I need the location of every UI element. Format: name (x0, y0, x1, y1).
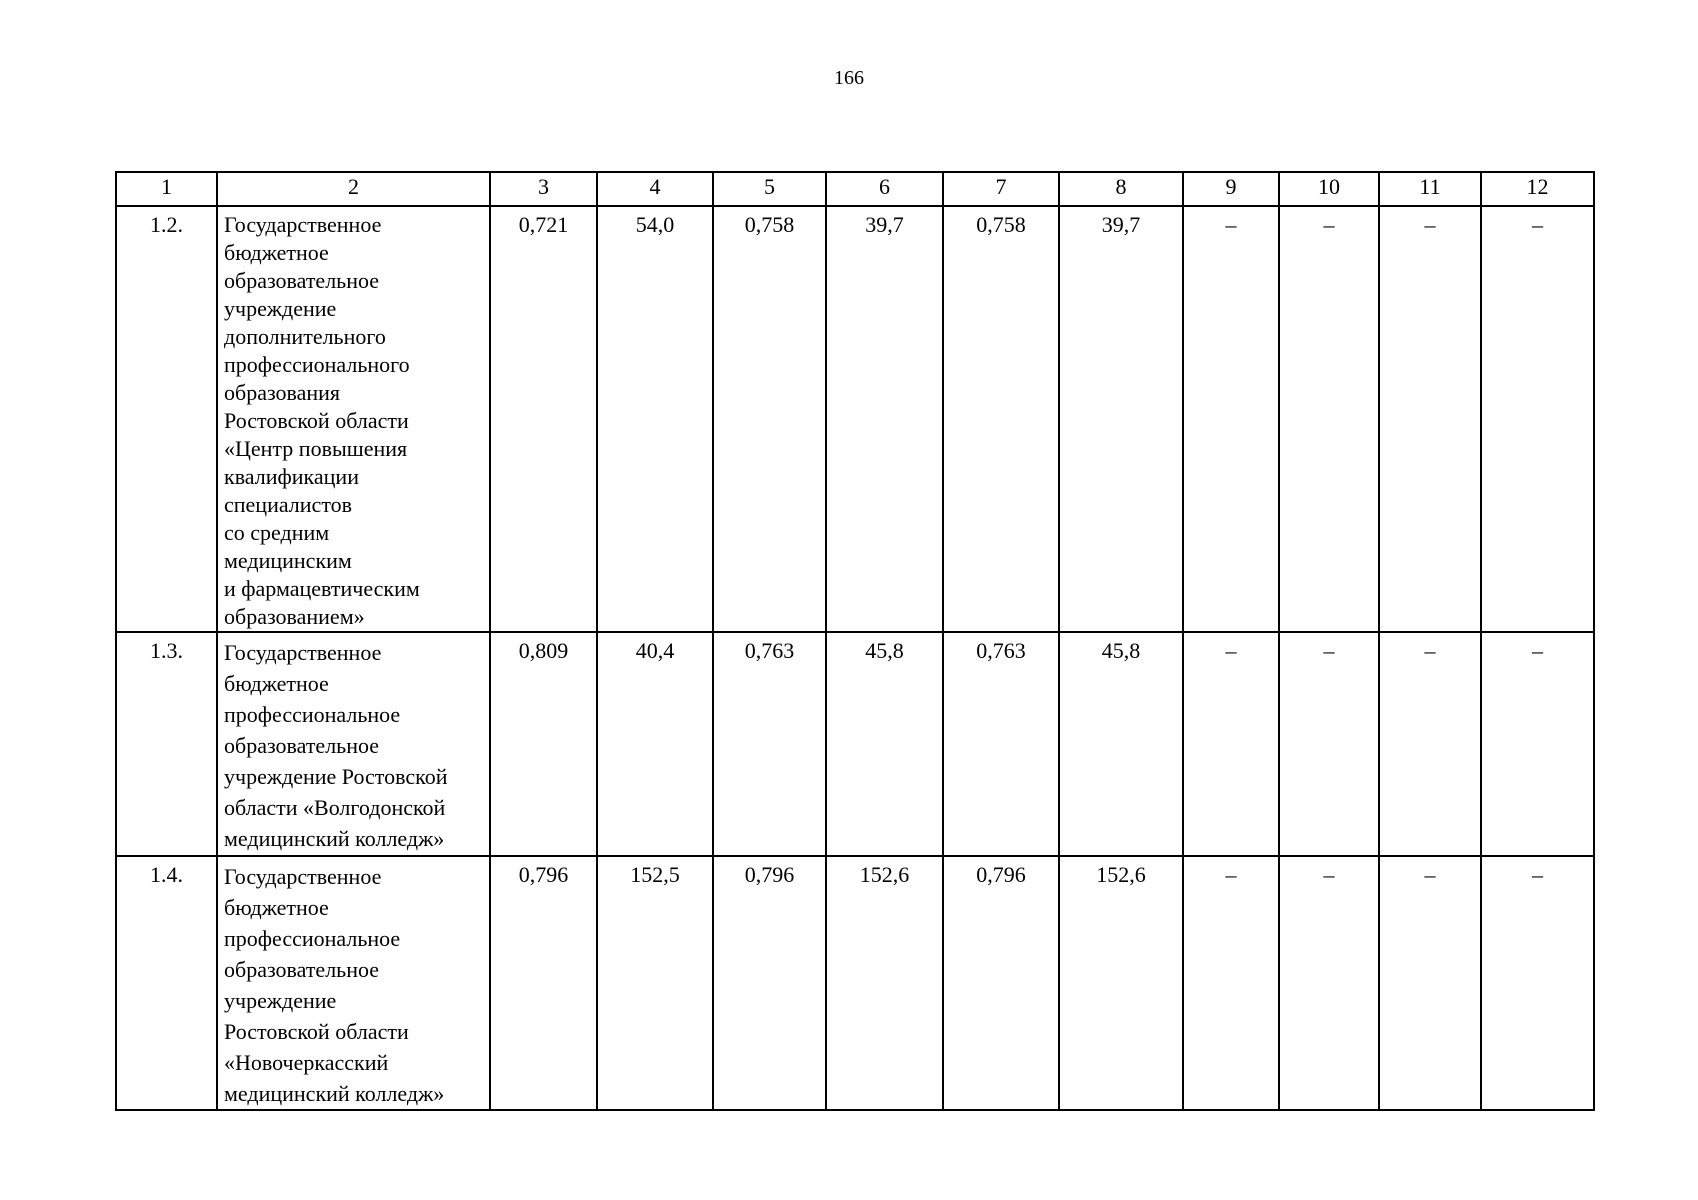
table-header-row (116, 172, 1594, 206)
name-line: образования (224, 380, 341, 405)
value-cell: 0,721 (490, 206, 597, 632)
page-number: 166 (834, 67, 864, 89)
value-cell: – (1481, 206, 1594, 632)
name-line: учреждение (224, 296, 337, 321)
name-line: Ростовской области (224, 408, 409, 433)
column-header: 3 (490, 172, 597, 206)
column-header: 5 (713, 172, 826, 206)
column-header: 4 (597, 172, 713, 206)
name-line: квалификации (224, 464, 359, 489)
table-row (116, 206, 1594, 632)
value-cell: 152,5 (597, 856, 713, 1110)
name-line: медицинским (224, 548, 352, 573)
value-cell: 45,8 (826, 632, 943, 856)
row-number: 1.2. (116, 206, 217, 632)
value-cell: 45,8 (1059, 632, 1183, 856)
value-cell: – (1183, 632, 1279, 856)
column-header: 8 (1059, 172, 1183, 206)
value-cell: – (1379, 206, 1481, 632)
value-cell: – (1279, 206, 1379, 632)
value-cell: 0,763 (943, 632, 1059, 856)
name-line: Государственное (224, 640, 382, 665)
name-line: «Новочеркасский (224, 1050, 389, 1075)
value-cell: 0,796 (490, 856, 597, 1110)
institution-name (217, 632, 490, 856)
value-cell: 39,7 (1059, 206, 1183, 632)
column-header: 12 (1481, 172, 1594, 206)
value-cell: – (1481, 632, 1594, 856)
name-line: образовательное (224, 268, 380, 293)
name-line: «Центр повышения (224, 436, 408, 461)
value-cell: 0,796 (713, 856, 826, 1110)
value-cell: 40,4 (597, 632, 713, 856)
name-line: Ростовской области (224, 1019, 409, 1044)
column-header: 7 (943, 172, 1059, 206)
name-line: профессиональное (224, 702, 401, 727)
name-line: образовательное (224, 733, 380, 758)
name-line: профессионального (224, 352, 410, 377)
column-header: 10 (1279, 172, 1379, 206)
institution-name (217, 206, 490, 632)
row-number: 1.3. (116, 632, 217, 856)
name-line: профессиональное (224, 926, 401, 951)
name-line: Государственное (224, 212, 382, 237)
name-line: образованием» (224, 604, 365, 629)
name-line: учреждение Ростовской (224, 764, 448, 789)
column-header: 6 (826, 172, 943, 206)
name-line: медицинский колледж» (224, 1081, 445, 1106)
name-line: образовательное (224, 957, 380, 982)
value-cell: – (1183, 856, 1279, 1110)
table-row (116, 632, 1594, 856)
value-cell: 54,0 (597, 206, 713, 632)
value-cell: 0,763 (713, 632, 826, 856)
column-header: 9 (1183, 172, 1279, 206)
value-cell: – (1183, 206, 1279, 632)
value-cell: – (1279, 632, 1379, 856)
name-line: медицинский колледж» (224, 826, 445, 851)
value-cell: – (1279, 856, 1379, 1110)
row-number: 1.4. (116, 856, 217, 1110)
value-cell: – (1481, 856, 1594, 1110)
name-line: бюджетное (224, 671, 329, 696)
name-line: специалистов (224, 492, 353, 517)
value-cell: – (1379, 856, 1481, 1110)
name-line: и фармацевтическим (224, 576, 420, 601)
value-cell: 0,758 (943, 206, 1059, 632)
name-line: дополнительного (224, 324, 386, 349)
column-header: 2 (217, 172, 490, 206)
name-line: бюджетное (224, 240, 329, 265)
value-cell: 0,796 (943, 856, 1059, 1110)
table-row (116, 856, 1594, 1110)
value-cell: – (1379, 632, 1481, 856)
name-line: бюджетное (224, 895, 329, 920)
value-cell: 152,6 (1059, 856, 1183, 1110)
name-line: Государственное (224, 864, 382, 889)
name-line: учреждение (224, 988, 337, 1013)
value-cell: 152,6 (826, 856, 943, 1110)
value-cell: 0,758 (713, 206, 826, 632)
value-cell: 39,7 (826, 206, 943, 632)
name-line: со средним (224, 520, 330, 545)
name-line: области «Волгодонской (224, 795, 446, 820)
column-header: 11 (1379, 172, 1481, 206)
data-table (115, 171, 1595, 1111)
value-cell: 0,809 (490, 632, 597, 856)
column-header: 1 (116, 172, 217, 206)
institution-name (217, 856, 490, 1110)
